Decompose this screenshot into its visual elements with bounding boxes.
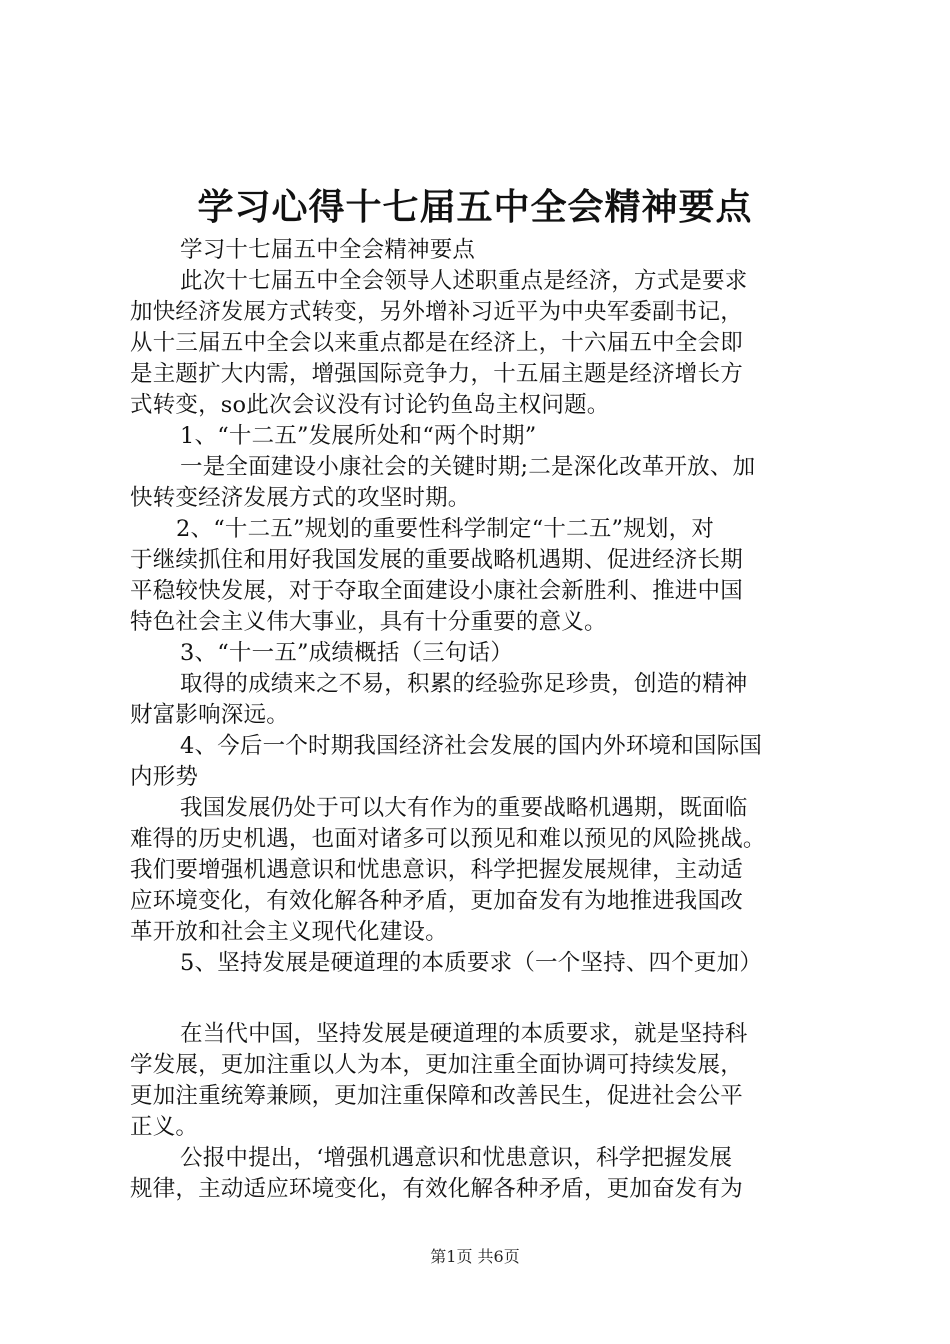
paragraph-line: 从十三届五中全会以来重点都是在经济上，十六届五中全会即 [130,330,743,356]
paragraph-line: 于继续抓住和用好我国发展的重要战略机遇期、促进经济长期 [130,547,743,573]
document-body [130,235,830,1205]
page-number-footer: 第1页 共6页 [430,1247,520,1266]
subtitle-line: 学习十七届五中全会精神要点 [180,237,476,263]
paragraph-line: 公报中提出，‘增强机遇意识和忧患意识，科学把握发展 [180,1145,733,1171]
paragraph-line: 我们要增强机遇意识和忧患意识，科学把握发展规律，主动适 [130,857,743,883]
section-heading: 2、“十二五”规划的重要性科学制定“十二五”规划，对 [176,516,715,542]
paragraph-line: 规律，主动适应环境变化，有效化解各种矛盾，更加奋发有为 [130,1176,743,1202]
section-heading: 1、“十二五”发展所处和“两个时期” [180,423,537,449]
document-title: 学习心得十七届五中全会精神要点 [197,187,753,228]
paragraph-line: 一是全面建设小康社会的关键时期;二是深化改革开放、加 [180,454,756,480]
section-heading: 3、“十一五”成绩概括（三句话） [180,640,514,666]
paragraph-line: 应环境变化，有效化解各种矛盾，更加奋发有为地推进我国改 [130,888,743,914]
paragraph-line: 财富影响深远。 [130,702,289,728]
paragraph-line: 难得的历史机遇，也面对诸多可以预见和难以预见的风险挑战。 [130,826,766,852]
paragraph-line: 平稳较快发展，对于夺取全面建设小康社会新胜利、推进中国 [130,578,743,604]
paragraph-line: 此次十七届五中全会领导人述职重点是经济，方式是要求 [180,268,748,294]
paragraph-line: 式转变，so此次会议没有讨论钓鱼岛主权问题。 [130,392,610,418]
paragraph-line: 在当代中国，坚持发展是硬道理的本质要求，就是坚持科 [180,1021,748,1047]
paragraph-line: 我国发展仍处于可以大有作为的重要战略机遇期，既面临 [180,795,748,821]
blank-line [130,979,830,1019]
paragraph-line: 特色社会主义伟大事业，具有十分重要的意义。 [130,609,607,635]
paragraph-line: 加快经济发展方式转变，另外增补习近平为中央军委副书记， [130,299,743,325]
paragraph-line: 正义。 [130,1114,199,1140]
section-heading: 4、今后一个时期我国经济社会发展的国内外环境和国际国 [180,733,763,759]
paragraph-line: 快转变经济发展方式的攻坚时期。 [130,485,471,511]
paragraph-line: 学发展，更加注重以人为本，更加注重全面协调可持续发展， [130,1052,743,1078]
paragraph-line: 革开放和社会主义现代化建设。 [130,919,448,945]
section-heading: 5、坚持发展是硬道理的本质要求（一个坚持、四个更加） [180,950,763,976]
paragraph-line: 更加注重统筹兼顾，更加注重保障和改善民生，促进社会公平 [130,1083,743,1109]
paragraph-line: 取得的成绩来之不易，积累的经验弥足珍贵，创造的精神 [180,671,748,697]
section-heading-continued: 内形势 [130,764,199,790]
paragraph-line: 是主题扩大内需，增强国际竞争力，十五届主题是经济增长方 [130,361,743,387]
